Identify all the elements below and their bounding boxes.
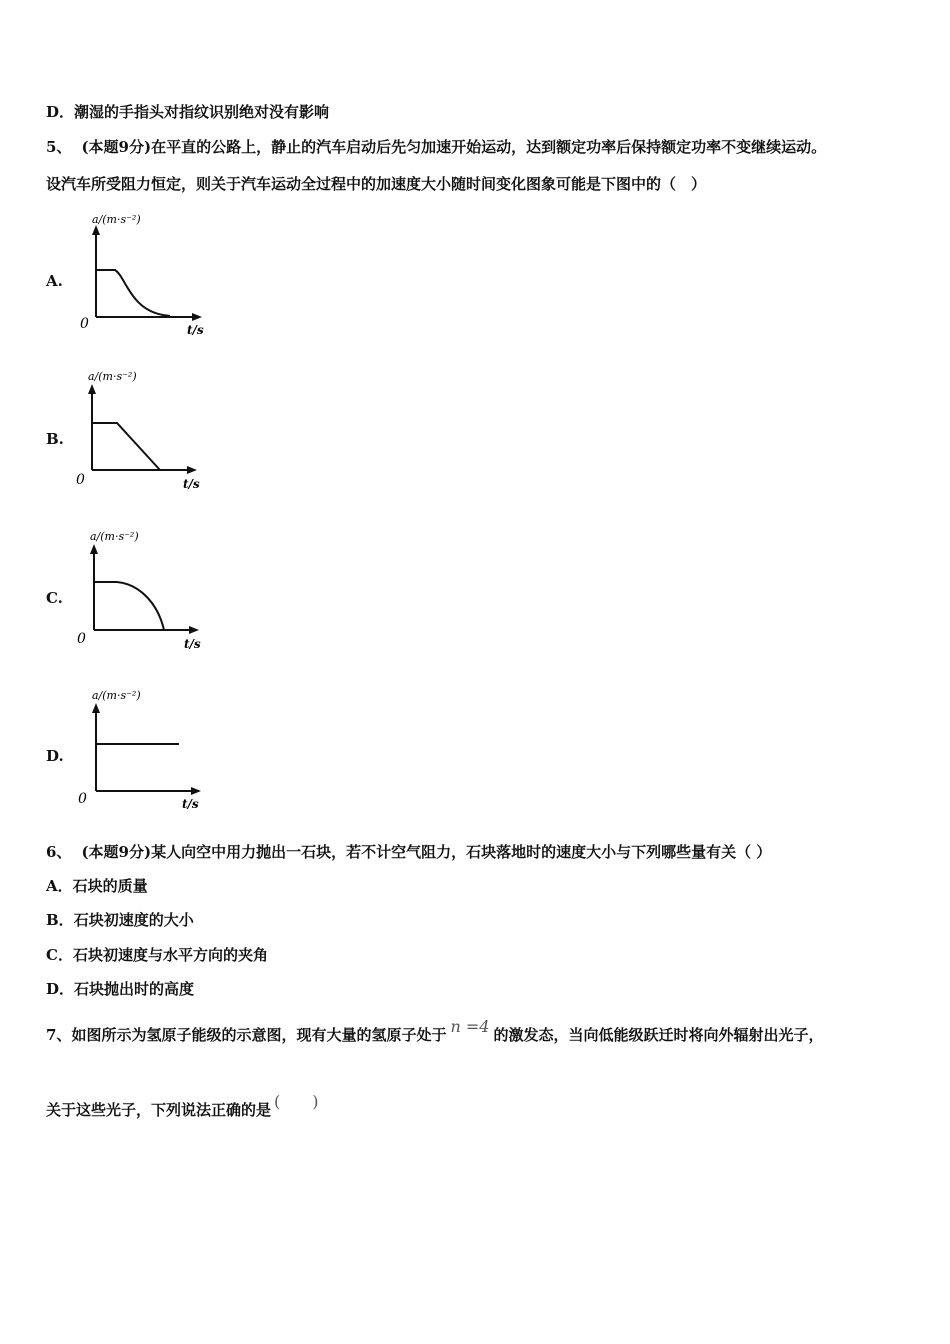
q6-option-b: B．石块初速度的大小 bbox=[46, 911, 194, 929]
q7-stem-text2: 关于这些光子，下列说法正确的是 bbox=[46, 1101, 272, 1119]
graph-b-y-label: a/(m·s⁻²) bbox=[88, 370, 137, 383]
q5-stem-text1: 在平直的公路上，静止的汽车启动后先匀加速开始运动，达到额定功率后保持额定功率不变继续运动。 bbox=[151, 138, 827, 156]
q6-option-a: A．石块的质量 bbox=[46, 877, 148, 895]
graph-d-x-label: t/s bbox=[182, 797, 199, 811]
q5-graph-c bbox=[70, 524, 215, 654]
q5-option-a-label: A. bbox=[46, 272, 63, 290]
q6-option-c: C．石块初速度与水平方向的夹角 bbox=[46, 946, 268, 964]
graph-c-x-label: t/s bbox=[184, 637, 201, 651]
q5-graph-d bbox=[70, 683, 215, 813]
q7-stem-line1 bbox=[46, 1017, 824, 1045]
q5-option-c-label: C. bbox=[46, 589, 63, 607]
graph-d-origin: 0 bbox=[78, 791, 87, 807]
q5-graph-a bbox=[70, 207, 215, 337]
graph-a-y-label: a/(m·s⁻²) bbox=[92, 213, 141, 226]
q6-stem-text: 某人向空中用力抛出一石块，若不计空气阻力，石块落地时的速度大小与下列哪些量有关（ ） bbox=[151, 843, 772, 861]
q5-stem-line2: 设汽车所受阻力恒定，则关于汽车运动全过程中的加速度大小随时间变化图象可能是下图中的（ ） bbox=[46, 175, 707, 193]
graph-d-y-label: a/(m·s⁻²) bbox=[92, 689, 141, 702]
q6-stem bbox=[46, 842, 771, 862]
graph-c-y-label: a/(m·s⁻²) bbox=[90, 530, 139, 543]
graph-b-origin: 0 bbox=[76, 472, 85, 488]
q4-option-d: D．潮湿的手指头对指纹识别绝对没有影响 bbox=[46, 103, 330, 121]
q7-answer-paren: ( ) bbox=[274, 1092, 319, 1111]
q5-option-b-label: B. bbox=[46, 430, 64, 448]
graph-b-x-label: t/s bbox=[183, 477, 200, 491]
graph-a-x-label: t/s bbox=[187, 323, 204, 337]
q5-graph-b bbox=[70, 365, 215, 495]
q7-stem-part2: 的激发态，当向低能级跃迁时将向外辐射出光子， bbox=[493, 1026, 824, 1044]
q7-stem-line2 bbox=[46, 1092, 319, 1120]
q6-score: (本题9分) bbox=[81, 843, 152, 861]
q7-number: 7、 bbox=[46, 1026, 72, 1044]
graph-c-origin: 0 bbox=[77, 631, 86, 647]
q7-math-n4: n =4 bbox=[450, 1017, 490, 1036]
graph-a-origin: 0 bbox=[80, 316, 89, 332]
q6-option-d: D．石块抛出时的高度 bbox=[46, 980, 195, 998]
q5-score: (本题9分) bbox=[81, 138, 152, 156]
graph-b-curve bbox=[92, 423, 160, 470]
graph-a-curve bbox=[96, 270, 170, 316]
q5-option-d-label: D. bbox=[46, 747, 64, 765]
graph-c-curve bbox=[94, 582, 164, 630]
q7-stem-part1: 如图所示为氢原子能级的示意图，现有大量的氢原子处于 bbox=[71, 1026, 447, 1044]
q6-number: 6、 bbox=[46, 843, 72, 861]
q5-number: 5、 bbox=[46, 138, 72, 156]
q5-stem-line1 bbox=[46, 137, 826, 157]
